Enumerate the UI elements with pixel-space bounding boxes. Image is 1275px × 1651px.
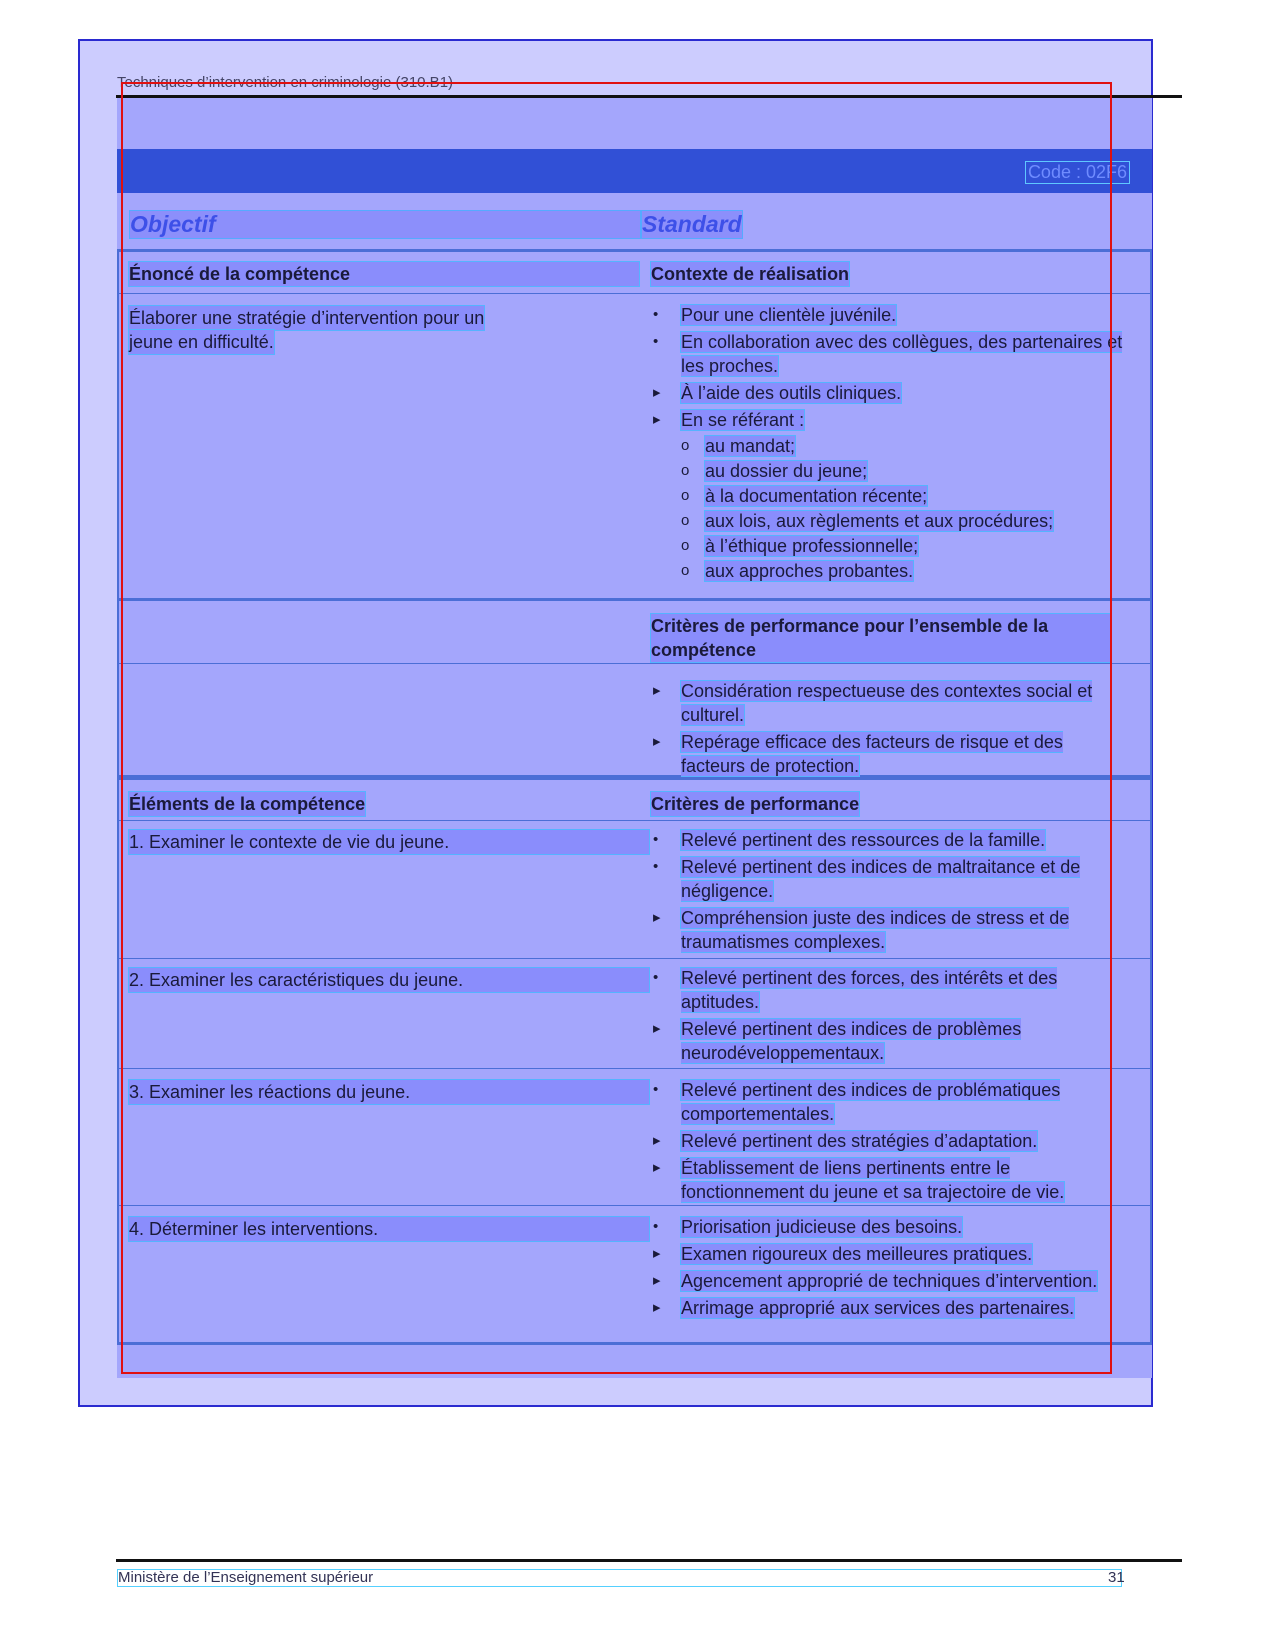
element-4-label: 4. Déterminer les interventions. [129, 1217, 649, 1241]
table-left-rule [117, 249, 119, 1345]
element-1-label: 1. Examiner le contexte de vie du jeune. [129, 830, 649, 854]
list-item: • Relevé pertinent des forces, des intérêts et des aptitudes. [653, 968, 1058, 1012]
list-item: ▸ Établissement de liens pertinents entre le fonctionnement du jeune et sa trajectoire de vie. [653, 1158, 1065, 1202]
standard-heading: Standard [642, 211, 742, 237]
footer-rule [116, 1559, 1182, 1562]
element-4-criteria [651, 1215, 1139, 1323]
list-item: ▸ Relevé pertinent des indices de problèmes neurodéveloppementaux. [653, 1019, 1022, 1063]
page-number: 31 [1108, 1569, 1125, 1586]
code-band [117, 149, 1152, 193]
table-top-rule [117, 249, 1152, 252]
table-right-rule [1150, 249, 1152, 1345]
element-2-label: 2. Examiner les caractéristiques du jeune. [129, 968, 649, 992]
list-item: • Relevé pertinent des ressources de la famille. [653, 830, 1046, 850]
list-item: • Relevé pertinent des indices de problématiques comportementales. [653, 1080, 1061, 1124]
enonce-title: Énoncé de la compétence [129, 262, 639, 286]
elements-title: Éléments de la compétence [129, 794, 366, 814]
list-item: ▸ Considération respectueuse des contextes social et culturel. [653, 681, 1093, 725]
table-bottom-rule [117, 1342, 1152, 1345]
list-item: ▸ Examen rigoureux des meilleures pratiques. [653, 1244, 1033, 1264]
criteres-title: Critères de performance [651, 794, 860, 814]
sub-list-item: o au dossier du jeune; [681, 461, 868, 481]
element-1-criteria [651, 828, 1139, 957]
list-item: ▸ Agencement approprié de techniques d’intervention. [653, 1271, 1098, 1291]
footer-ministry: Ministère de l’Enseignement supérieur [117, 1569, 1122, 1587]
criteres-ensemble-title: Critères de performance pour l’ensemble de la compétence [651, 614, 1111, 662]
enonce-line-2: jeune en difficulté. [129, 332, 274, 352]
row-divider [117, 293, 1152, 294]
list-item: • En collaboration avec des collègues, des partenaires et les proches. [653, 332, 1123, 376]
sub-list-item: o au mandat; [681, 436, 796, 456]
list-item: ▸ Arrimage approprié aux services des partenaires. [653, 1298, 1075, 1318]
list-item: ▸ Compréhension juste des indices de stress et de traumatismes complexes. [653, 908, 1070, 952]
list-item: ▸ En se référant : o au mandat; o au dossier du jeune; o à la documentation récente; o aux lois, aux règlements et aux procédures; o à l’éthique professionnelle; o aux approches probantes. [651, 408, 1131, 583]
sub-list-item: o à l’éthique professionnelle; [681, 536, 919, 556]
header-rule [116, 95, 1182, 98]
row-divider [117, 663, 1152, 664]
competency-code: Code : 02F6 [1025, 161, 1130, 184]
row-divider [117, 598, 1152, 601]
element-3-label: 3. Examiner les réactions du jeune. [129, 1080, 649, 1104]
list-item: • Relevé pertinent des indices de maltraitance et de négligence. [653, 857, 1081, 901]
list-item: • Priorisation judicieuse des besoins. [653, 1217, 963, 1237]
row-divider [117, 820, 1152, 821]
contexte-list [651, 303, 1131, 586]
contexte-title: Contexte de réalisation [651, 264, 850, 284]
program-header: Techniques d’intervention en criminologie (310.B1) [117, 74, 454, 91]
criteres-ensemble-list [651, 679, 1131, 781]
sub-list-item: o à la documentation récente; [681, 486, 928, 506]
enonce-line-1: Élaborer une stratégie d’intervention pour un [129, 308, 485, 328]
list-item: ▸ Repérage efficace des facteurs de risque et des facteurs de protection. [653, 732, 1063, 776]
list-item: • Pour une clientèle juvénile. [653, 305, 897, 325]
list-item: ▸ À l’aide des outils cliniques. [653, 383, 902, 403]
objectif-heading: Objectif [129, 210, 641, 239]
sub-list-item: o aux approches probantes. [681, 561, 914, 581]
sub-list-item: o aux lois, aux règlements et aux procédures; [681, 511, 1054, 531]
row-divider [117, 958, 1152, 959]
element-2-criteria [651, 966, 1131, 1068]
element-3-criteria [651, 1078, 1131, 1207]
enonce-text [129, 306, 649, 354]
list-item: ▸ Relevé pertinent des stratégies d’adaptation. [653, 1131, 1038, 1151]
row-divider [117, 1068, 1152, 1069]
